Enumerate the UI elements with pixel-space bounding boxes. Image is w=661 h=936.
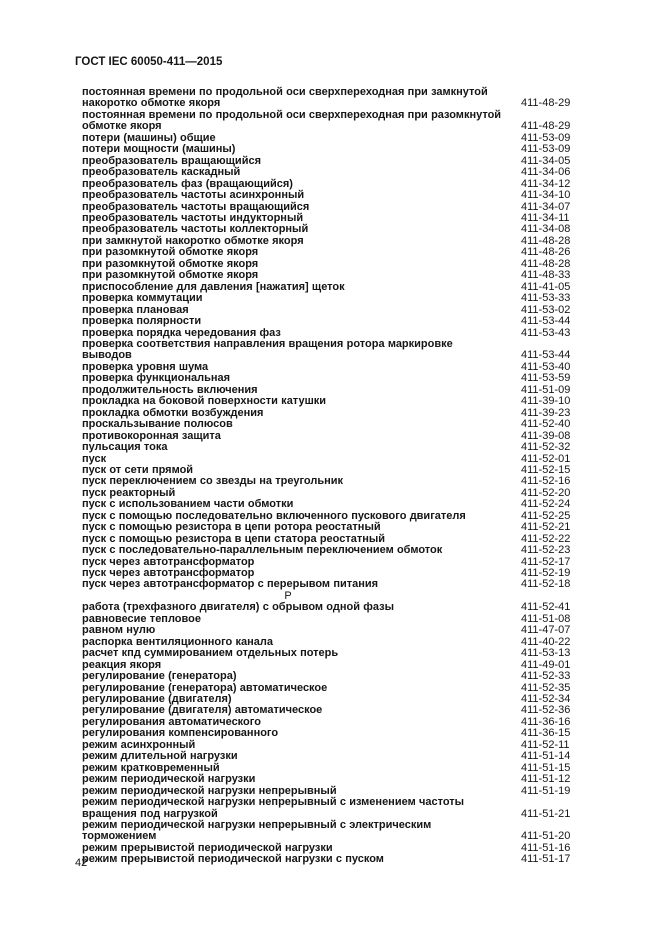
- index-code: 411-52-41: [521, 601, 571, 614]
- index-code: 411-52-34: [521, 693, 571, 706]
- index-code: 411-52-22: [521, 532, 571, 545]
- index-code: 411-51-20: [521, 830, 571, 843]
- index-term: потери (машины) общие: [82, 131, 216, 144]
- index-entry: [82, 614, 572, 625]
- index-term: регулирование (генератора): [82, 670, 237, 683]
- index-entry: [82, 522, 572, 533]
- index-term: потери мощности (машины): [82, 143, 236, 156]
- index-code: 411-51-16: [521, 841, 571, 854]
- index-code: 411-36-15: [521, 727, 571, 740]
- index-term: проверка коммутации: [82, 292, 203, 305]
- index-code: 411-53-02: [521, 303, 571, 316]
- index-term: при разомкнутой обмотке якоря: [82, 257, 259, 270]
- index-entry: [82, 190, 572, 201]
- index-term: режим периодической нагрузки: [82, 773, 256, 786]
- index-term: пульсация тока: [82, 441, 168, 454]
- index-entry: [82, 316, 572, 327]
- index-entry: [82, 579, 572, 590]
- index-term: пуск с помощью последовательно включенного пускового двигателя: [82, 509, 466, 522]
- index-code: 411-52-35: [521, 681, 571, 694]
- index-term: противокоронная защита: [82, 429, 221, 442]
- index-code: 411-51-12: [521, 773, 571, 786]
- index-code: 411-36-16: [521, 715, 571, 728]
- document-header: ГОСТ IEC 60050-411—2015: [75, 56, 223, 68]
- index-code: 411-48-26: [521, 246, 571, 259]
- index-code: 411-39-23: [521, 406, 571, 419]
- index-term: прокладка обмотки возбуждения: [82, 406, 264, 419]
- index-term: пуск с помощью резистора в цепи ротора реостатный: [82, 521, 381, 534]
- index-code: 411-34-11: [521, 211, 570, 224]
- index-term: преобразователь вращающийся: [82, 154, 261, 167]
- index-code: 411-53-09: [521, 131, 571, 144]
- index-code: 411-52-32: [521, 441, 571, 454]
- index-code: 411-52-16: [521, 475, 571, 488]
- index-term: режим периодической нагрузки непрерывный: [82, 784, 337, 797]
- index-code: 411-52-21: [521, 521, 571, 534]
- index-term: равновесие тепловое: [82, 612, 201, 625]
- index-code: 411-52-17: [521, 555, 571, 568]
- index-term: пуск реакторный: [82, 486, 176, 499]
- index-entry: [82, 144, 572, 155]
- index-code: 411-51-09: [521, 383, 571, 396]
- index-term: пуск через автотрансформатор: [82, 567, 255, 580]
- index-entry: [82, 442, 572, 453]
- index-code: 411-49-01: [521, 658, 571, 671]
- index-code: 411-53-09: [521, 143, 571, 156]
- index-code: 411-41-05: [521, 280, 571, 293]
- index-entry: [82, 293, 572, 304]
- index-code: 411-53-59: [521, 372, 571, 385]
- index-code: 411-51-15: [521, 761, 571, 774]
- index-term: режим асинхронный: [82, 738, 196, 751]
- index-term: реакция якоря: [82, 658, 162, 671]
- index-code: 411-52-11: [521, 738, 570, 751]
- index-code: 411-34-10: [521, 189, 571, 202]
- index-code: 411-39-10: [521, 395, 571, 408]
- index-term: регулирование (двигателя) автоматическое: [82, 704, 323, 717]
- index-term: режим кратковременный: [82, 761, 220, 774]
- index-code: 411-52-40: [521, 418, 571, 431]
- index-term: постоянная времени по продольной оси сверхпереходная при замкнутой накоротко обмотке якоря: [82, 86, 488, 110]
- index-term: продолжительность включения: [82, 383, 258, 396]
- index-entry: [82, 167, 572, 178]
- index-code: 411-34-07: [521, 200, 571, 213]
- index-term: приспособление для давления [нажатия] щеток: [82, 280, 345, 293]
- index-term: режим прерывистой периодической нагрузки: [82, 841, 333, 854]
- index-term: преобразователь частоты вращающийся: [82, 200, 310, 213]
- index-entry: [82, 270, 572, 281]
- index-term: проверка уровня шума: [82, 360, 209, 373]
- index-code: 411-53-40: [521, 360, 571, 373]
- index-list: [82, 87, 572, 866]
- index-code: 411-52-19: [521, 567, 571, 580]
- index-entry: [82, 339, 572, 362]
- index-term: при разомкнутой обмотке якоря: [82, 246, 259, 259]
- index-code: 411-53-44: [521, 349, 571, 362]
- index-code: 411-34-06: [521, 166, 571, 179]
- index-term: работа (трехфазного двигателя) с обрывом одной фазы: [82, 601, 394, 614]
- index-code: 411-52-25: [521, 509, 571, 522]
- index-term: преобразователь каскадный: [82, 166, 241, 179]
- index-term: проверка полярности: [82, 315, 202, 328]
- index-entry: [82, 774, 572, 785]
- index-entry: [82, 110, 572, 133]
- index-code: 411-34-12: [521, 177, 571, 190]
- index-entry: [82, 820, 572, 843]
- index-term: режим прерывистой периодической нагрузки с пуском: [82, 853, 384, 866]
- index-code: 411-51-08: [521, 612, 571, 625]
- index-term: распорка вентиляционного канала: [82, 635, 274, 648]
- index-entry: [82, 854, 572, 865]
- index-section-letter: Р: [284, 589, 292, 602]
- index-term: проскальзывание полюсов: [82, 418, 233, 431]
- index-term: регулирование (генератора) автоматическое: [82, 681, 328, 694]
- index-code: 411-48-33: [521, 269, 571, 282]
- index-code: 411-47-07: [521, 624, 571, 637]
- index-term: режим периодической нагрузки непрерывный с электрическим торможением: [82, 819, 432, 843]
- index-term: проверка соответствия направления вращения ротора маркировке выводов: [82, 337, 453, 362]
- index-term: пуск через автотрансформатор с перерывом питания: [82, 578, 379, 591]
- index-term: равном нулю: [82, 624, 156, 637]
- index-term: регулирование (двигателя): [82, 693, 232, 706]
- index-code: 411-51-14: [521, 750, 571, 763]
- index-code: 411-53-13: [521, 647, 571, 660]
- index-code: 411-52-15: [521, 463, 571, 476]
- index-term: режим периодической нагрузки непрерывный с изменением частоты вращения под нагрузкой: [82, 796, 465, 820]
- index-term: пуск с помощью резистора в цепи статора реостатный: [82, 532, 386, 545]
- index-code: 411-52-20: [521, 486, 571, 499]
- index-code: 411-52-23: [521, 544, 571, 557]
- index-term: расчет кпд суммированием отдельных потерь: [82, 647, 339, 660]
- index-term: проверка плановая: [82, 303, 189, 316]
- index-entry: [82, 545, 572, 556]
- index-code: 411-52-33: [521, 670, 571, 683]
- index-term: регулирования автоматического: [82, 715, 261, 728]
- index-term: при замкнутой накоротко обмотке якоря: [82, 234, 304, 247]
- index-term: при разомкнутой обмотке якоря: [82, 269, 259, 282]
- index-term: постоянная времени по продольной оси сверхпереходная при разомкнутой обмотке якоря: [82, 108, 502, 133]
- index-code: 411-48-28: [521, 234, 571, 247]
- index-term: преобразователь частоты коллекторный: [82, 223, 309, 236]
- index-code: 411-53-43: [521, 326, 571, 339]
- index-entry: [82, 396, 572, 407]
- index-entry: [82, 671, 572, 682]
- index-code: 411-40-22: [521, 635, 571, 648]
- index-term: режим длительной нагрузки: [82, 750, 238, 763]
- index-code: 411-34-05: [521, 154, 571, 167]
- index-term: преобразователь фаз (вращающийся): [82, 177, 293, 190]
- index-entry: [82, 419, 572, 430]
- index-code: 411-48-28: [521, 257, 571, 270]
- index-term: пуск с использованием части обмотки: [82, 498, 294, 511]
- index-code: 411-51-19: [521, 784, 571, 797]
- index-term: пуск: [82, 452, 107, 465]
- index-code: 411-39-08: [521, 429, 571, 442]
- index-entry: [82, 87, 572, 110]
- index-code: 411-48-29: [521, 97, 571, 110]
- page-number: 42: [75, 857, 88, 869]
- index-code: 411-34-08: [521, 223, 571, 236]
- index-term: регулирования компенсированного: [82, 727, 279, 740]
- index-term: преобразователь частоты асинхронный: [82, 189, 305, 202]
- index-code: 411-52-01: [521, 452, 571, 465]
- index-term: прокладка на боковой поверхности катушки: [82, 395, 327, 408]
- index-term: пуск с последовательно-параллельным переключением обмоток: [82, 544, 443, 557]
- index-code: 411-52-24: [521, 498, 571, 511]
- index-entry: [82, 797, 572, 820]
- index-term: проверка порядка чередования фаз: [82, 326, 281, 339]
- index-term: пуск через автотрансформатор: [82, 555, 255, 568]
- index-term: пуск переключением со звезды на треугольник: [82, 475, 343, 488]
- index-code: 411-51-21: [521, 807, 571, 820]
- index-code: 411-51-17: [521, 853, 571, 866]
- index-code: 411-53-44: [521, 315, 571, 328]
- index-entry: [82, 648, 572, 659]
- index-code: 411-53-33: [521, 292, 571, 305]
- index-term: преобразователь частоты индукторный: [82, 211, 304, 224]
- index-code: 411-48-29: [521, 120, 571, 133]
- index-term: проверка функциональная: [82, 372, 231, 385]
- index-code: 411-52-18: [521, 578, 571, 591]
- index-code: 411-52-36: [521, 704, 571, 717]
- index-term: пуск от сети прямой: [82, 463, 194, 476]
